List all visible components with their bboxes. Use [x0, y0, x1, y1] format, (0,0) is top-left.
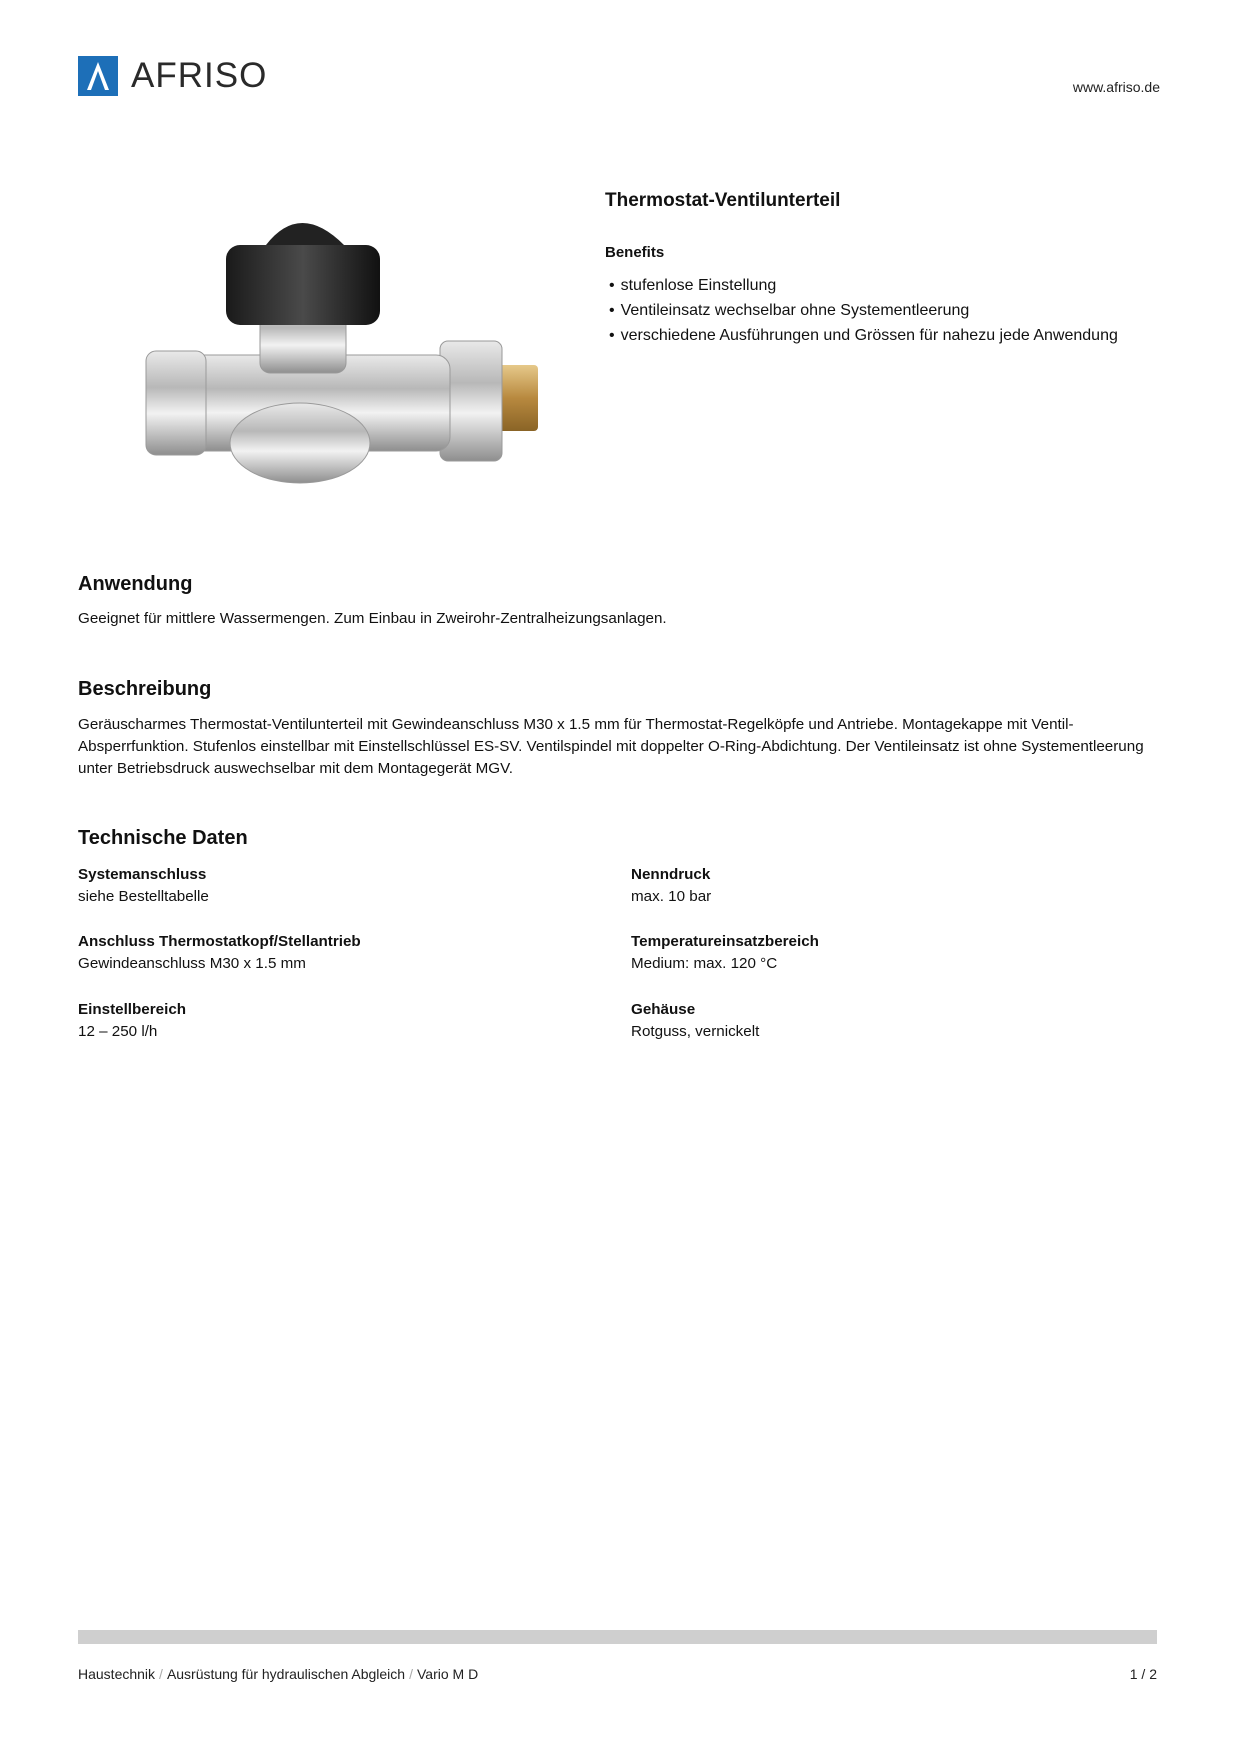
tech-label: Einstellbereich — [78, 1001, 187, 1018]
tech-value: Medium: max. 120 °C — [631, 955, 778, 972]
tech-value: siehe Bestelltabelle — [78, 888, 209, 905]
product-title: Thermostat-Ventilunterteil — [605, 190, 841, 211]
website-link[interactable]: www.afriso.de — [1072, 79, 1160, 95]
tech-item-nenndruck — [631, 864, 1151, 908]
tech-label: Anschluss Thermostatkopf/Stellantrieb — [78, 933, 361, 950]
tech-label: Nenndruck — [631, 866, 711, 883]
tech-item-gehaeuse — [631, 999, 1151, 1043]
beschreibung-text: Geräuscharmes Thermostat-Ventilunterteil mit Gewindeanschluss M30 x 1.5 mm für Thermostat-Regelköpfe und Antriebe. Montagekappe mit Ventil-Absperrfunktion. Stufenlos einstellbar mit Einstellschlüssel ES-SV. Ventilspindel mit doppelter O-Ring-Abdichtung. Der Ventileinsatz ist ohne Systementleerung unter Betriebsdruck auswechselbar mit dem Montagegerät MGV. — [78, 716, 1144, 777]
tech-value: Rotguss, vernickelt — [631, 1023, 760, 1040]
anwendung-heading: Anwendung — [78, 573, 193, 595]
benefit-item: • verschiedene Ausführungen und Grössen für nahezu jede Anwendung — [609, 324, 1118, 349]
tech-value: Gewindeanschluss M30 x 1.5 mm — [78, 955, 306, 972]
technische-daten-heading: Technische Daten — [78, 827, 248, 849]
benefits-heading: Benefits — [605, 244, 665, 261]
benefit-item: • stufenlose Einstellung — [609, 274, 1118, 299]
tech-item-temperatur — [631, 931, 1151, 975]
tech-item-einstellbereich — [78, 999, 598, 1043]
afriso-logo-icon — [78, 56, 118, 96]
breadcrumb-item: Haustechnik — [78, 1666, 156, 1682]
footer-divider — [78, 1630, 1157, 1644]
benefits-list — [609, 274, 1118, 349]
brand-name: AFRISO — [131, 56, 268, 95]
breadcrumb-item: Ausrüstung für hydraulischen Abgleich — [166, 1666, 406, 1682]
page-number: 1 / 2 — [1129, 1666, 1157, 1682]
tech-label: Gehäuse — [631, 1001, 696, 1018]
product-photo — [140, 205, 560, 525]
breadcrumb — [78, 1666, 478, 1682]
tech-item-anschluss — [78, 931, 598, 975]
tech-label: Temperatureinsatzbereich — [631, 933, 819, 950]
afriso-logo[interactable] — [78, 56, 267, 96]
anwendung-text: Geeignet für mittlere Wassermengen. Zum Einbau in Zweirohr-Zentralheizungsanlagen. — [78, 610, 667, 627]
breadcrumb-separator: / — [159, 1666, 163, 1682]
benefit-item: • Ventileinsatz wechselbar ohne Systementleerung — [609, 299, 1118, 324]
tech-item-systemanschluss — [78, 864, 598, 908]
breadcrumb-separator: / — [409, 1666, 413, 1682]
tech-value: max. 10 bar — [631, 888, 712, 905]
breadcrumb-item: Vario M D — [416, 1666, 479, 1682]
tech-value: 12 – 250 l/h — [78, 1023, 158, 1040]
tech-label: Systemanschluss — [78, 866, 207, 883]
beschreibung-heading: Beschreibung — [78, 678, 212, 700]
